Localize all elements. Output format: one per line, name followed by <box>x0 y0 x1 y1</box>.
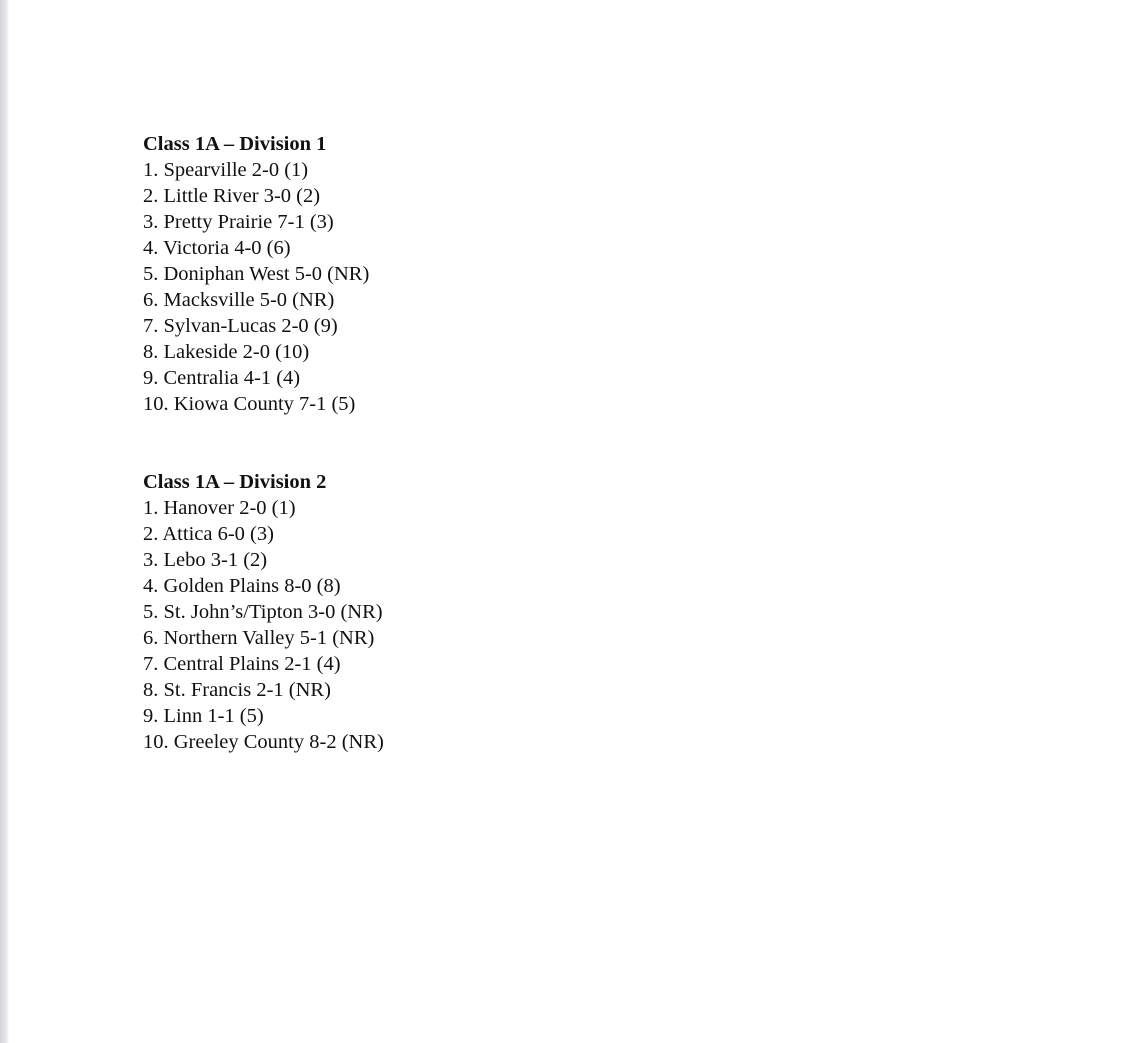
document-page <box>9 0 1139 1043</box>
ranking-item: 2. Attica 6-0 (3) <box>143 523 274 545</box>
ranking-item: 7. Sylvan-Lucas 2-0 (9) <box>143 315 338 337</box>
ranking-item: 9. Linn 1-1 (5) <box>143 705 264 727</box>
ranking-item: 6. Northern Valley 5-1 (NR) <box>143 627 375 649</box>
rankings-section-division-2 <box>143 469 384 755</box>
ranking-item: 4. Golden Plains 8-0 (8) <box>143 575 341 597</box>
ranking-item: 6. Macksville 5-0 (NR) <box>143 289 335 311</box>
ranking-item: 1. Spearville 2-0 (1) <box>143 159 309 181</box>
rankings-list <box>143 157 369 417</box>
rankings-section-division-1 <box>143 131 369 417</box>
ranking-item: 5. St. John’s/Tipton 3-0 (NR) <box>143 601 383 623</box>
ranking-item: 10. Greeley County 8-2 (NR) <box>143 731 384 753</box>
ranking-item: 10. Kiowa County 7-1 (5) <box>143 393 356 415</box>
ranking-item: 2. Little River 3-0 (2) <box>143 185 321 207</box>
rankings-list <box>143 495 384 755</box>
ranking-item: 1. Hanover 2-0 (1) <box>143 497 296 519</box>
ranking-item: 7. Central Plains 2-1 (4) <box>143 653 341 675</box>
ranking-item: 3. Pretty Prairie 7-1 (3) <box>143 211 334 233</box>
viewer-left-edge <box>0 0 9 1043</box>
ranking-item: 8. St. Francis 2-1 (NR) <box>143 679 331 701</box>
ranking-item: 4. Victoria 4-0 (6) <box>143 237 291 259</box>
ranking-item: 3. Lebo 3-1 (2) <box>143 549 268 571</box>
ranking-item: 5. Doniphan West 5-0 (NR) <box>143 263 370 285</box>
section-heading: Class 1A – Division 2 <box>143 471 327 493</box>
section-heading: Class 1A – Division 1 <box>143 133 327 155</box>
ranking-item: 9. Centralia 4-1 (4) <box>143 367 301 389</box>
ranking-item: 8. Lakeside 2-0 (10) <box>143 341 310 363</box>
